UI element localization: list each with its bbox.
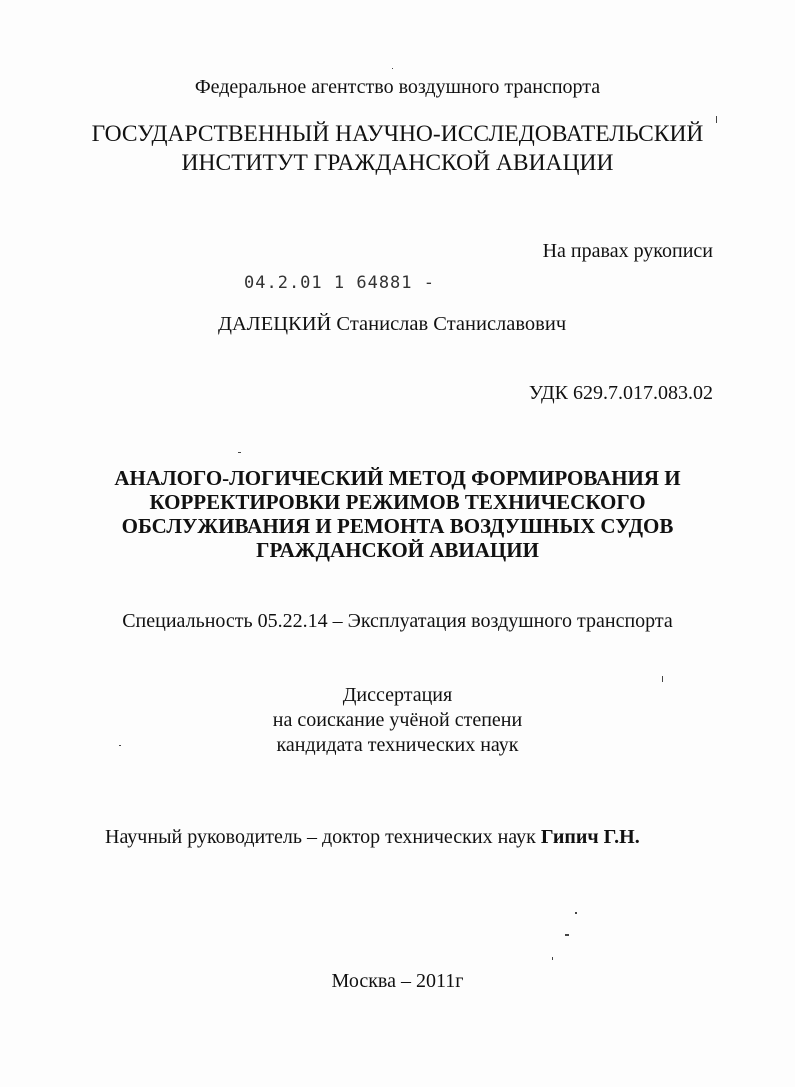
title-line-1: АНАЛОГО-ЛОГИЧЕСКИЙ МЕТОД ФОРМИРОВАНИЯ И	[114, 466, 681, 490]
author-name: ДАЛЕЦКИЙ Станислав Станиславович	[218, 313, 567, 335]
degree-line-3: кандидата технических наук	[276, 734, 519, 756]
scan-speck	[716, 116, 717, 123]
scan-speck	[392, 68, 393, 69]
scan-speck	[662, 676, 663, 682]
udc-code: УДК 629.7.017.083.02	[528, 382, 713, 404]
supervisor	[105, 826, 640, 849]
supervisor-name: Гипич Г.Н.	[540, 826, 640, 848]
title-line-2: КОРРЕКТИРОВКИ РЕЖИМОВ ТЕХНИЧЕСКОГО	[149, 490, 646, 514]
scan-speck	[238, 452, 241, 453]
institute-name	[0, 120, 795, 178]
dissertation-degree	[0, 683, 795, 758]
scan-speck	[119, 745, 121, 746]
institute-name-line-2: ИНСТИТУТ ГРАЖДАНСКОЙ АВИАЦИИ	[181, 150, 614, 176]
manuscript-note: На правах рукописи	[542, 240, 713, 262]
supervisor-prefix: Научный руководитель – доктор технических наук	[105, 826, 536, 848]
degree-line-2: на соискание учёной степени	[272, 709, 523, 731]
title-line-4: ГРАЖДАНСКОЙ АВИАЦИИ	[256, 538, 539, 562]
stamp-number: 04.2.01 1 64881 -	[244, 273, 435, 293]
scan-speck	[575, 912, 577, 914]
institute-name-line-1: ГОСУДАРСТВЕННЫЙ НАУЧНО-ИССЛЕДОВАТЕЛЬСКИЙ	[91, 121, 704, 147]
city-year: Москва – 2011г	[331, 970, 464, 992]
dissertation-title	[0, 466, 795, 562]
scan-speck	[552, 957, 553, 960]
title-line-3: ОБСЛУЖИВАНИЯ И РЕМОНТА ВОЗДУШНЫХ СУДОВ	[121, 514, 674, 538]
degree-line-1: Диссертация	[342, 684, 453, 706]
specialty: Специальность 05.22.14 – Эксплуатация воздушного транспорта	[122, 610, 673, 632]
scan-speck	[565, 934, 569, 936]
agency-name: Федеральное агентство воздушного транспорта	[194, 76, 601, 98]
